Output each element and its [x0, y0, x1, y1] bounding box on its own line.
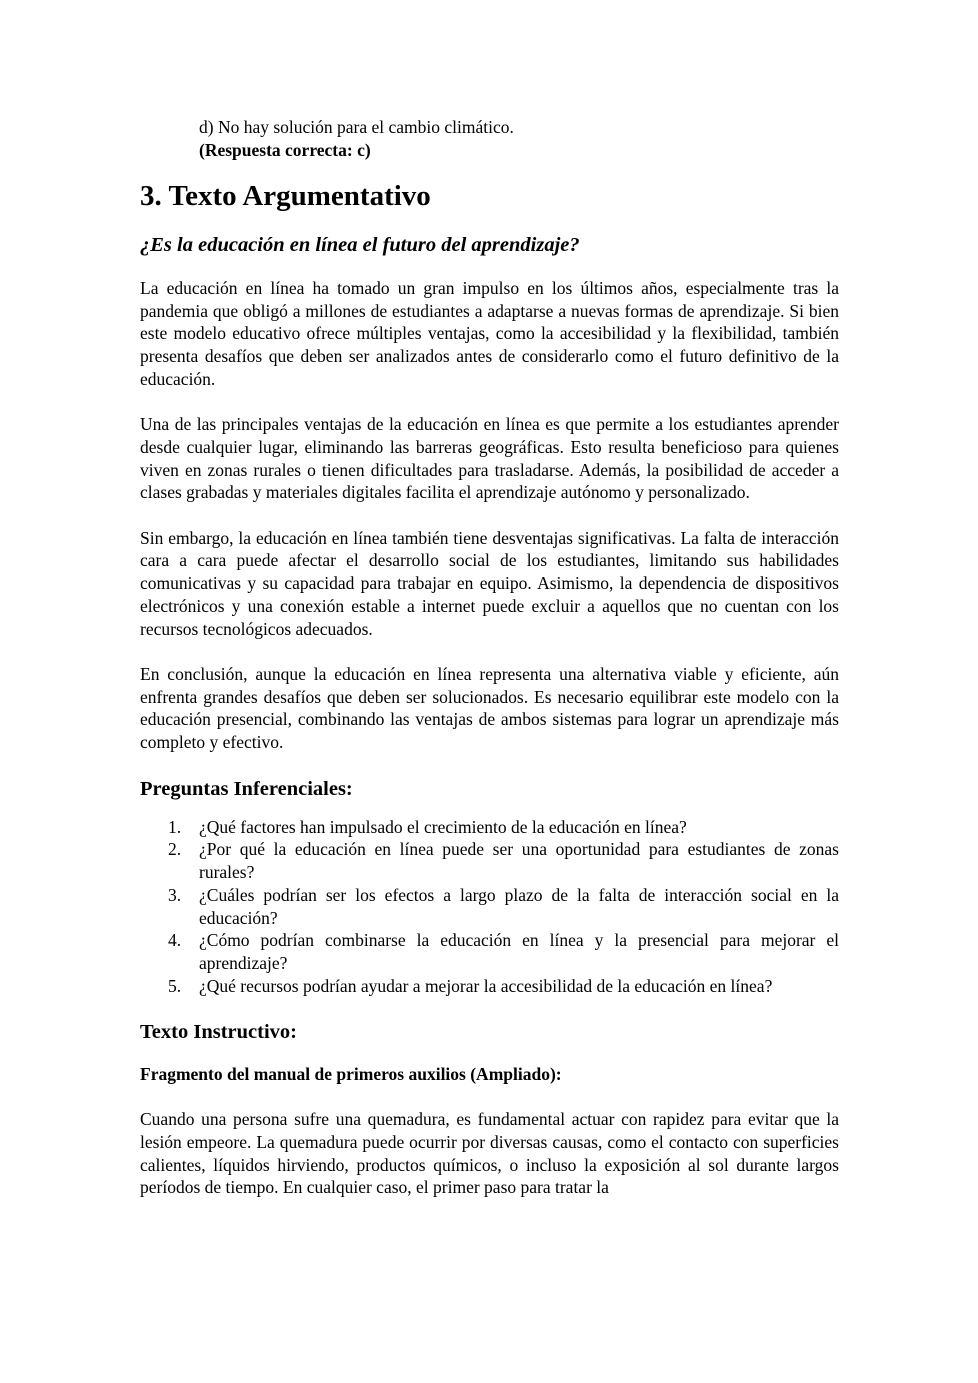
question-text: ¿Qué factores han impulsado el crecimiento de la educación en línea?	[199, 816, 687, 837]
question-number: 3.	[168, 884, 182, 905]
question-number: 4.	[168, 930, 182, 951]
answer-option-d: d) No hay solución para el cambio climático.	[199, 117, 514, 137]
inferential-heading: Preguntas Inferenciales:	[140, 777, 353, 800]
section-title: 3. Texto Argumentativo	[140, 180, 431, 212]
list-item	[140, 884, 839, 929]
list-item	[140, 929, 839, 974]
question-number: 2.	[168, 839, 182, 860]
correct-answer: (Respuesta correcta: c)	[199, 140, 371, 160]
list-item	[140, 838, 839, 883]
question-number: 1.	[168, 816, 182, 837]
paragraph-disadvantages: Sin embargo, la educación en línea también tiene desventajas significativas. La falta de interacción cara a cara puede afectar el desarrollo social de los estudiantes, limitando sus habilidades comunicativas y su capacidad para trabajar en equipo. Asimismo, la dependencia de dispositivos electrónicos y una conexión estable a internet puede excluir a aquellos que no cuentan con los recursos tecnológicos adecuados.	[140, 527, 839, 639]
question-text: ¿Qué recursos podrían ayudar a mejorar la accesibilidad de la educación en línea?	[199, 975, 773, 996]
question-text: ¿Por qué la educación en línea puede ser una oportunidad para estudiantes de zonas rurales?	[199, 839, 839, 883]
instructive-heading: Texto Instructivo:	[140, 1021, 297, 1044]
question-text: ¿Cómo podrían combinarse la educación en línea y la presencial para mejorar el aprendizaje?	[199, 930, 839, 973]
question-text: ¿Cuáles podrían ser los efectos a largo plazo de la falta de interacción social en la educación?	[199, 884, 839, 928]
paragraph-conclusion: En conclusión, aunque la educación en línea representa una alternativa viable y eficiente, aún enfrenta grandes desafíos que deben ser solucionados. Es necesario equilibrar este modelo con la educación presencial, combinando las ventajas de ambos sistemas para lograr un aprendizaje más completo y efectivo.	[140, 663, 839, 753]
list-item	[140, 975, 839, 998]
paragraph-intro: La educación en línea ha tomado un gran impulso en los últimos años, especialmente tras la pandemia que obligó a millones de estudiantes a adaptarse a nuevas formas de aprendizaje. Si bien este modelo educativo ofrece múltiples ventajas, como la accesibilidad y la flexibilidad, también presenta desafíos que deben ser analizados antes de considerarlo como el futuro definitivo de la educación.	[140, 278, 839, 389]
paragraph-burn: Cuando una persona sufre una quemadura, es fundamental actuar con rapidez para evitar que la lesión empeore. La quemadura puede ocurrir por diversas causas, como el contacto con superficies calientes, líquidos hirviendo, productos químicos, o incluso la exposición al sol durante largos períodos de tiempo. En cualquier caso, el primer paso para tratar la	[140, 1109, 839, 1198]
section-subtitle: ¿Es la educación en línea el futuro del aprendizaje?	[140, 234, 580, 256]
page-content	[140, 116, 839, 1199]
list-item	[140, 816, 839, 839]
question-list	[140, 816, 839, 998]
paragraph-advantages: Una de las principales ventajas de la educación en línea es que permite a los estudiantes aprender desde cualquier lugar, eliminando las barreras geográficas. Esto resulta beneficioso para quienes viven en zonas rurales o tienen dificultades para trasladarse. Además, la posibilidad de acceder a clases grabadas y materiales digitales facilita el aprendizaje autónomo y personalizado.	[140, 414, 839, 503]
fragment-title: Fragmento del manual de primeros auxilios (Ampliado):	[140, 1064, 562, 1085]
question-number: 5.	[168, 975, 182, 996]
